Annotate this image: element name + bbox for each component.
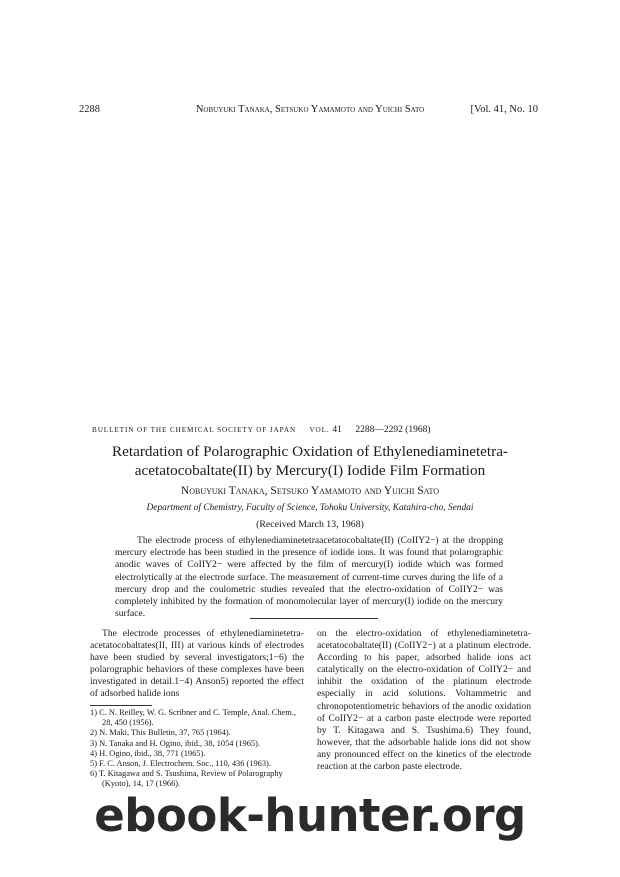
abstract-text: The electrode process of ethylenediaminetetraacetatocobaltate(II) (CoIIY2−) at the dropping mercury electrode has been studied in the presence of iodide ions. It was found that polarographic anodic waves of CoIIY2− were affected by the film of mercury(I) iodide which was formed electrolytically at the electrode surface. The measurement of current-time curves during the life of a mercury drop and the coulometric studies revealed that the electro-oxidation of CoIIY2− was completely inhibited by the formation of monomolecular layer of mercury(I) iodide on the mercury surface. xyxy=(115,535,503,620)
article-authors xyxy=(0,485,620,497)
journal-vol-number: 41 xyxy=(332,425,342,435)
journal-name: BULLETIN OF THE CHEMICAL SOCIETY OF JAPAN xyxy=(92,426,297,434)
abstract-divider xyxy=(250,618,378,619)
footnote-6: 6) T. Kitagawa and S. Tsushima, Review of Polarography (Kyoto), 14, 17 (1966). xyxy=(90,769,283,789)
journal-pages-year: 2288—2292 (1968) xyxy=(355,425,431,435)
footnote-rule xyxy=(90,705,152,706)
watermark: ebook-hunter.org xyxy=(94,789,526,842)
footnote-3: 3) N. Tanaka and H. Ogino, ibid., 38, 1054 (1965). xyxy=(90,738,260,748)
body-left-column xyxy=(90,628,304,701)
abstract xyxy=(115,535,503,620)
journal-vol-label: VOL. xyxy=(309,426,330,434)
article-affiliation: Department of Chemistry, Faculty of Science, Tohoku University, Katahira-cho, Sendai xyxy=(146,503,474,513)
footnotes xyxy=(90,708,304,790)
footnote-2: 2) N. Maki, This Bulletin, 37, 765 (1964). xyxy=(90,728,231,738)
footnote-5: 5) F. C. Anson, J. Electrochem. Soc., 110, 436 (1963). xyxy=(90,759,271,769)
received-date: (Received March 13, 1968) xyxy=(256,519,364,530)
right-column-text: on the electro-oxidation of ethylenediaminetetra-acetatocobaltate(II) (CoIIY2−) at a platinum electrode. According to his paper, adsorbed halide ions act catalytically on the electro-oxidation of CoIIY2− and inhibit the oxidation of the platinum electrode especially in acid solutions. Voltammetric and chronopotentiometric behaviors of the anodic oxidation of CoIIY2− at a carbon paste electrode were reported by T. Kitagawa and S. Tsushima.6) They found, however, that the adsorbable halide ions did not show any pronounced effect on the kinetics of the electrode reaction at the carbon paste electrode. xyxy=(317,628,531,773)
journal-line xyxy=(92,425,431,435)
left-column-text: The electrode processes of ethylenediaminetetra-acetatocobaltates(II, III) at various kinds of electrodes have been studied by several investigators;1−6) the polarographic behaviors of these complexes have been investigated in detail.1−4) Anson5) reported the effect of adsorbed halide ions xyxy=(90,628,304,700)
authors-names: Nobuyuki Tanaka, Setsuko Yamamoto and Yuichi Sato xyxy=(180,485,440,497)
footnote-4: 4) H. Ogino, ibid., 38, 771 (1965). xyxy=(90,748,206,758)
page-number: 2288 xyxy=(79,104,100,115)
article-title: Retardation of Polarographic Oxidation of Ethylenediaminetetra-acetatocobaltate(II) by Mercury(I) Iodide Film Formation xyxy=(111,443,508,479)
volume-label: [Vol. 41, No. 10 xyxy=(470,104,538,115)
body-right-column xyxy=(317,628,531,773)
running-head-authors: Nobuyuki Tanaka, Setsuko Yamamoto and Yuichi Sato xyxy=(195,104,425,115)
footnote-1: 1) C. N. Reilley, W. G. Scribner and C. Temple, Anal. Chem., 28, 450 (1956). xyxy=(90,708,296,728)
